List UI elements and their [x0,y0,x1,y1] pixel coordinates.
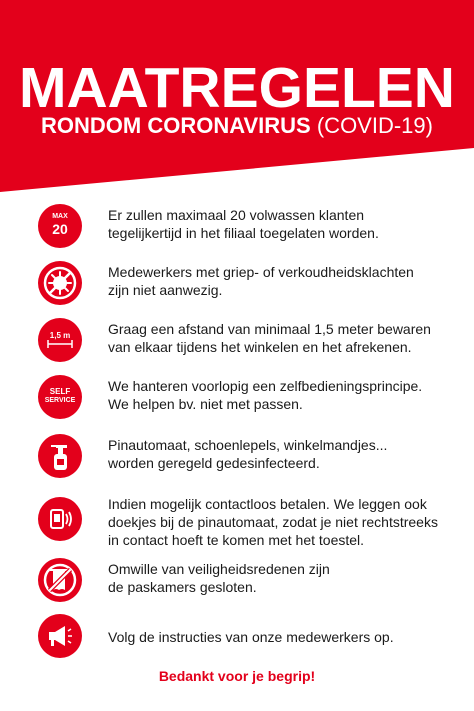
self-service-icon [38,375,82,419]
contactless-payment-icon [38,497,82,541]
subtitle-extra: (COVID-19) [316,113,433,138]
sanitizer-icon [38,434,82,478]
subtitle-main: RONDOM CORONAVIRUS [41,113,311,138]
header-banner [0,0,474,200]
list-item [38,434,468,484]
item-text: Pinautomaat, schoenlepels, winkelmandjes... worden geregeld gedesinfecteerd. [108,437,388,471]
item-text: Graag een afstand van minimaal 1,5 meter bewaren van elkaar tijdens het winkelen en het afrekenen. [108,321,431,355]
thanks-message: Bedankt voor je begrip! [158,668,316,684]
list-item [38,318,468,368]
no-fitting-room-icon [38,558,82,602]
list-item [38,261,468,311]
no-virus-icon [38,261,82,305]
list-item [38,375,468,425]
distance-icon [38,318,82,362]
list-item [38,204,468,254]
icon-label-top: SELF [49,387,71,396]
item-text: We hanteren voorlopig een zelfbedieningsprincipe. We helpen bv. niet met passen. [108,378,423,412]
item-text: Er zullen maximaal 20 volwassen klanten tegelijkertijd in het filiaal toegelaten worden. [108,207,379,241]
megaphone-icon [38,614,82,658]
icon-label-bottom: SERVICE [44,397,76,404]
page-subtitle [0,113,474,139]
item-text: Omwille van veiligheidsredenen zijn de paskamers gesloten. [108,561,330,595]
page-title: MAATREGELEN [19,56,455,120]
item-text: Medewerkers met griep- of verkoudheidsklachten zijn niet aanwezig. [108,264,414,298]
list-item [38,614,468,664]
icon-label: 1,5 m [49,331,71,340]
icon-label-top: MAX [52,213,68,220]
list-item [38,493,468,553]
max-20-icon [38,204,82,248]
list-item [38,558,468,608]
item-text: Volg de instructies van onze medewerkers op. [108,629,394,645]
item-text: Indien mogelijk contactloos betalen. We leggen ook doekjes bij de pinautomaat, zodat je niet rechtstreeks in contact hoeft te komen met het toestel. [108,496,438,548]
icon-label-bottom: 20 [52,221,68,237]
